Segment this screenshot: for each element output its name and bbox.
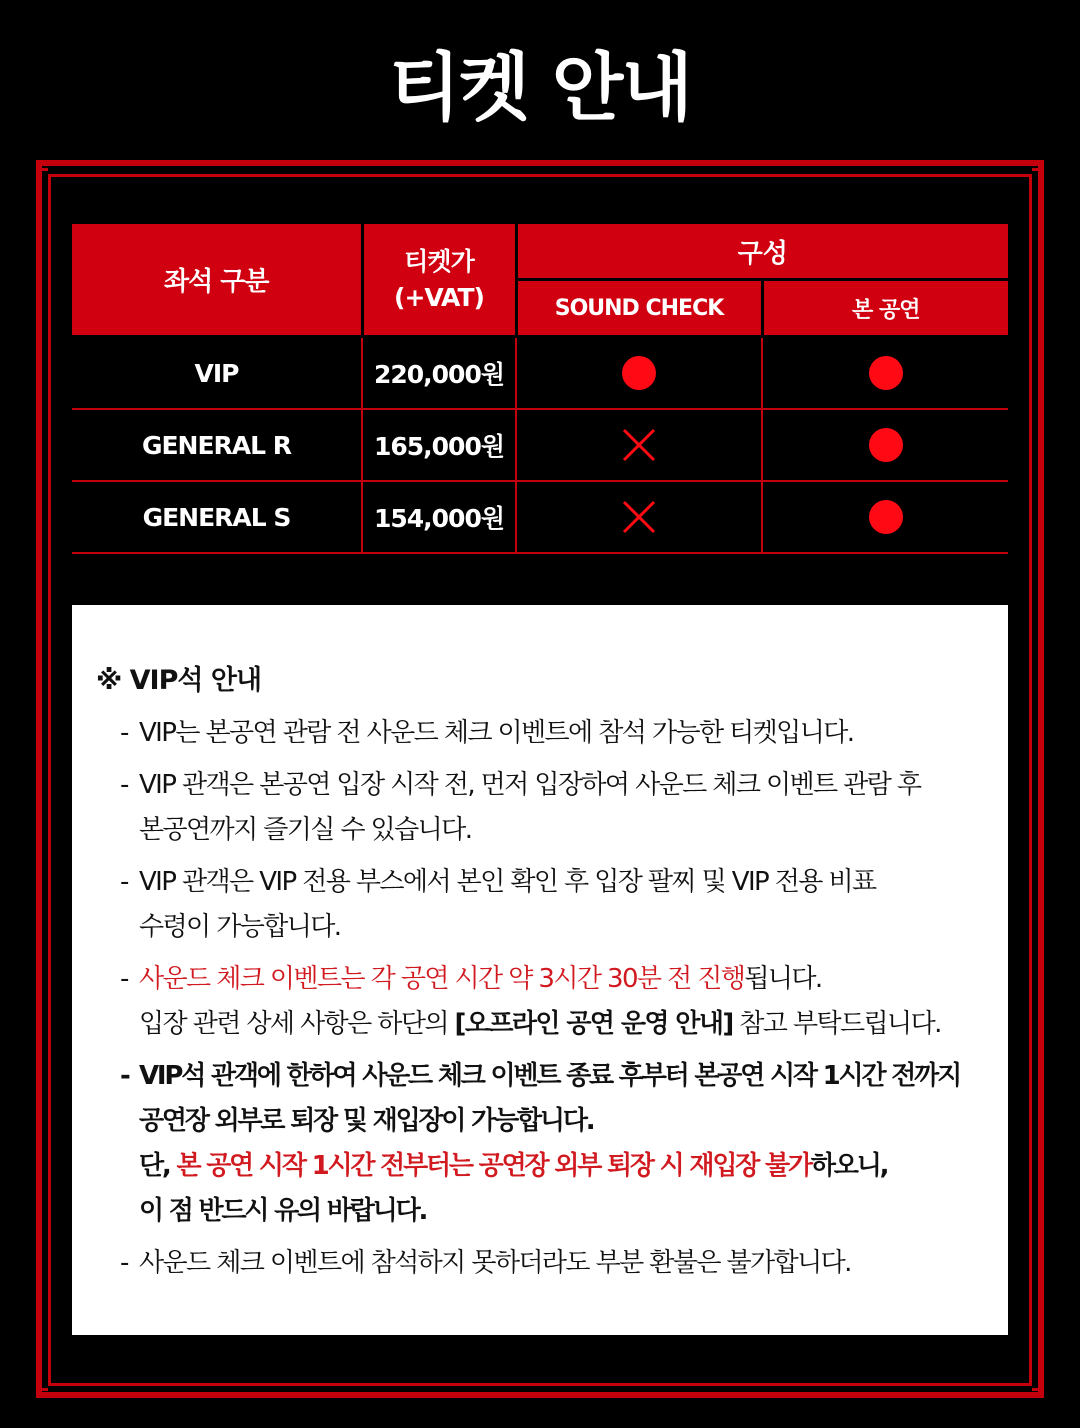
soundcheck-cell xyxy=(516,481,762,553)
header-price-vat: (+VAT) xyxy=(394,282,484,312)
notice-text: 참고 부탁드립니다. xyxy=(732,1009,941,1039)
frame-corner xyxy=(1032,1388,1044,1391)
dash-bullet: - xyxy=(120,770,128,800)
page-title: 티켓 안내 xyxy=(389,45,691,131)
notice-text: 입장 관련 상세 사항은 하단의 xyxy=(139,1009,455,1039)
price-cell: 165,000원 xyxy=(362,409,516,481)
notice-text: 됩니다. xyxy=(744,964,822,994)
seat-cell: GENERAL R xyxy=(72,409,362,481)
notice-item-important xyxy=(96,1054,1008,1234)
dash-bullet: - xyxy=(120,1248,128,1278)
main-show-cell xyxy=(762,409,1008,481)
notice-line: 수령이 가능합니다. xyxy=(139,912,341,942)
notice-line: 사운드 체크 이벤트에 참석하지 못하더라도 부분 환불은 불가합니다. xyxy=(139,1248,851,1278)
ticket-table xyxy=(72,224,1008,554)
header-composition: 구성 xyxy=(516,224,1008,280)
notice-line xyxy=(139,1144,1008,1189)
notice-item xyxy=(96,860,1008,950)
frame-corner xyxy=(36,1388,48,1391)
dash-bullet: - xyxy=(120,1061,129,1091)
notice-line: 공연장 외부로 퇴장 및 재입장이 가능합니다. xyxy=(139,1106,594,1136)
dash-bullet: - xyxy=(120,964,128,994)
main-show-cell xyxy=(762,337,1008,410)
notice-item xyxy=(96,1241,1008,1286)
notice-text: 하오니, xyxy=(810,1151,888,1181)
frame-corner xyxy=(36,168,48,171)
included-dot-icon xyxy=(869,356,903,390)
notice-line: VIP 관객은 본공연 입장 시작 전, 먼저 입장하여 사운드 체크 이벤트 관람 후 xyxy=(139,770,921,800)
included-dot-icon xyxy=(869,428,903,462)
notice-item xyxy=(96,957,1008,1047)
notice-line xyxy=(139,1002,1008,1047)
seat-cell: VIP xyxy=(72,337,362,410)
highlight-text: 본 공연 시작 1시간 전부터는 공연장 외부 퇴장 시 재입장 불가 xyxy=(176,1151,811,1181)
soundcheck-cell xyxy=(516,409,762,481)
highlight-text: 사운드 체크 이벤트는 각 공연 시간 약 3시간 30분 전 진행 xyxy=(139,964,745,994)
notice-item xyxy=(96,711,1008,756)
included-dot-icon xyxy=(869,500,903,534)
notice-text: 단, xyxy=(139,1151,177,1181)
table-row xyxy=(72,481,1008,553)
not-included-cross-icon xyxy=(622,428,656,462)
price-cell: 154,000원 xyxy=(362,481,516,553)
notice-line: 본공연까지 즐기실 수 있습니다. xyxy=(139,815,472,845)
notice-title: ※ VIP석 안내 xyxy=(96,665,262,696)
not-included-cross-icon xyxy=(622,500,656,534)
included-dot-icon xyxy=(622,356,656,390)
header-price-label: 티켓가 xyxy=(404,246,474,276)
ticket-rows xyxy=(72,337,1008,554)
vip-notice-box xyxy=(72,605,1008,1335)
dash-bullet: - xyxy=(120,718,128,748)
notice-line: VIP는 본공연 관람 전 사운드 체크 이벤트에 참석 가능한 티켓입니다. xyxy=(139,718,854,748)
table-row xyxy=(72,409,1008,481)
price-cell: 220,000원 xyxy=(362,337,516,410)
notice-line: 이 점 반드시 유의 바랍니다. xyxy=(139,1196,427,1226)
header-main-show: 본 공연 xyxy=(762,280,1008,337)
soundcheck-cell xyxy=(516,337,762,410)
dash-bullet: - xyxy=(120,867,128,897)
notice-item xyxy=(96,763,1008,853)
seat-cell: GENERAL S xyxy=(72,481,362,553)
header-price xyxy=(362,224,516,337)
table-row xyxy=(72,337,1008,410)
frame-corner xyxy=(1032,168,1044,171)
notice-line: VIP석 관객에 한하여 사운드 체크 이벤트 종료 후부터 본공연 시작 1시간 전까지 xyxy=(139,1061,960,1091)
header-seat: 좌석 구분 xyxy=(72,224,362,337)
notice-line: VIP 관객은 VIP 전용 부스에서 본인 확인 후 입장 팔찌 및 VIP 전용 비표 xyxy=(139,867,876,897)
header-soundcheck: SOUND CHECK xyxy=(516,280,762,337)
main-show-cell xyxy=(762,481,1008,553)
guide-reference: [오프라인 공연 운영 안내] xyxy=(454,1009,733,1039)
notice-line xyxy=(139,957,1008,1002)
